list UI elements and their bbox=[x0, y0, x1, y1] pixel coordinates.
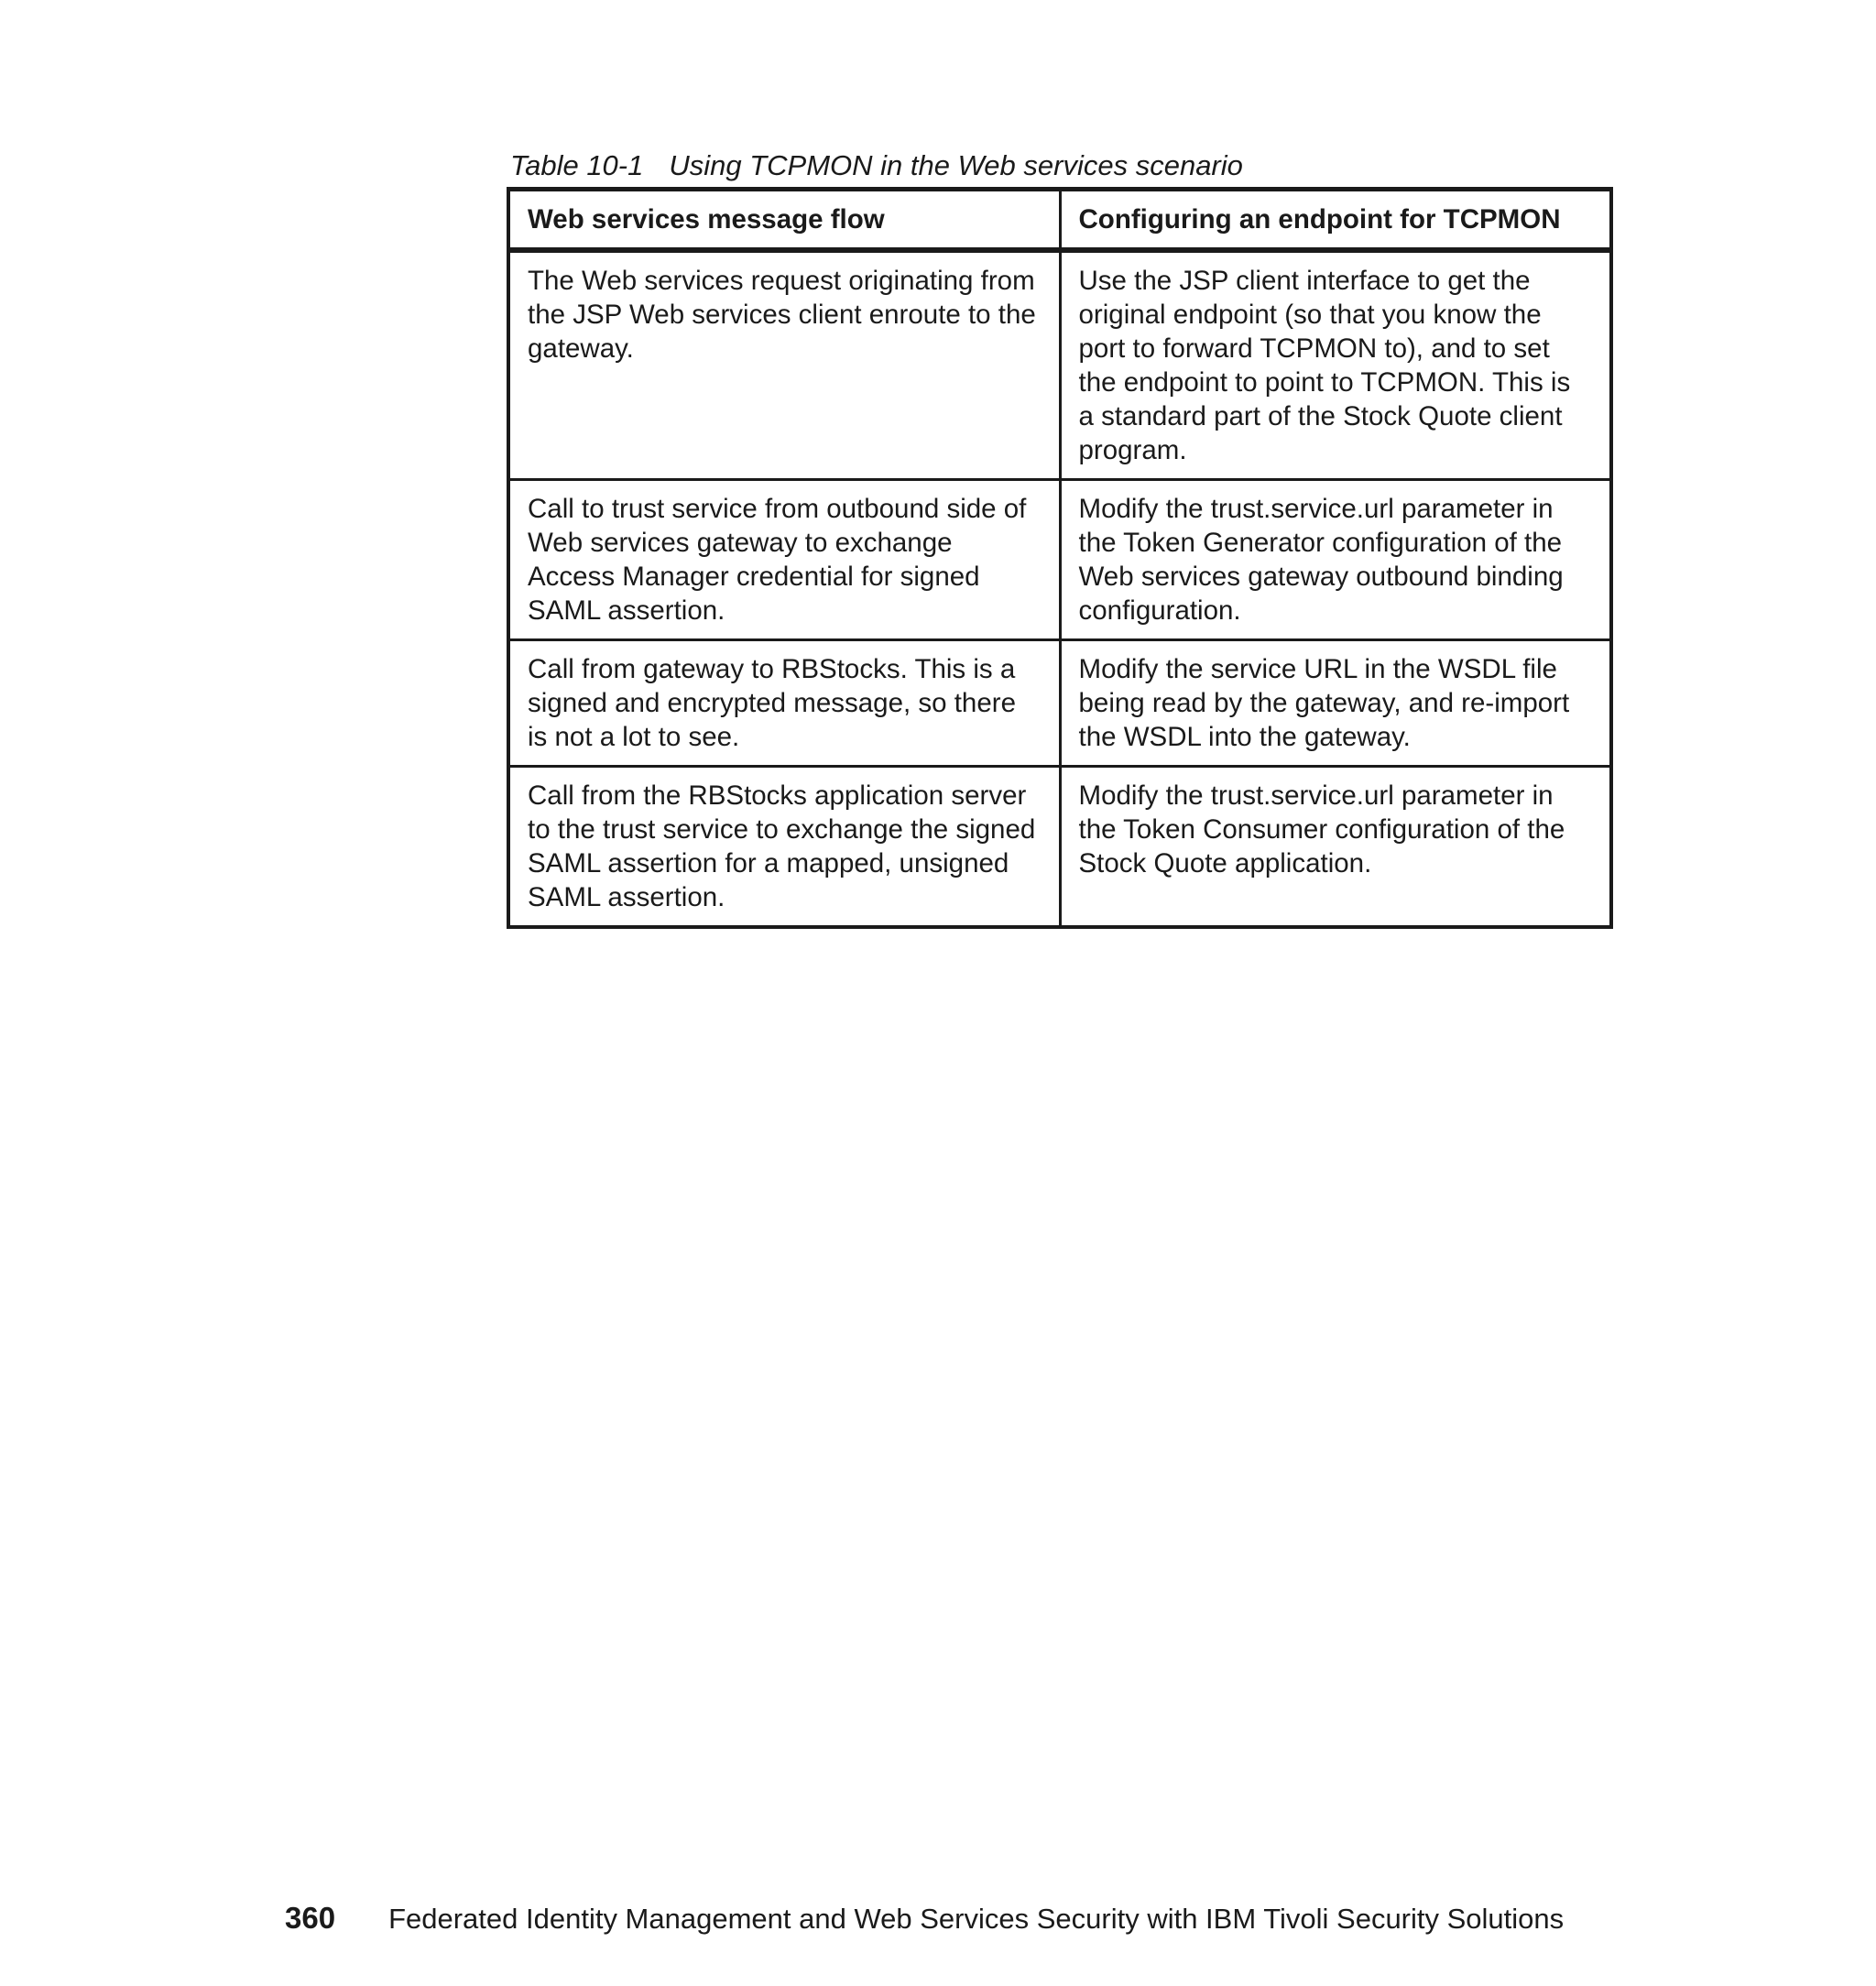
cell-line: the WSDL into the gateway. bbox=[1078, 722, 1411, 752]
table-row bbox=[508, 480, 1611, 640]
endpoint-config-cell bbox=[1060, 480, 1611, 640]
cell-line: Call from gateway to RBStocks. This is a bbox=[528, 654, 1016, 684]
cell-line: Web services gateway to exchange bbox=[528, 528, 953, 558]
cell-line: Call from the RBStocks application server bbox=[528, 780, 1027, 811]
table-caption-title: Using TCPMON in the Web services scenario bbox=[669, 149, 1243, 181]
cell-line: SAML assertion. bbox=[528, 595, 725, 626]
table-caption bbox=[510, 147, 1243, 184]
endpoint-config-cell bbox=[1060, 250, 1611, 480]
table-row bbox=[508, 250, 1611, 480]
cell-line: The Web services request originating from bbox=[528, 266, 1035, 296]
message-flow-cell bbox=[508, 480, 1060, 640]
cell-line: being read by the gateway, and re-import bbox=[1078, 688, 1570, 718]
cell-line: Stock Quote application. bbox=[1078, 848, 1372, 878]
table-header-row bbox=[508, 190, 1611, 251]
book-title: Federated Identity Management and Web Services Security with IBM Tivoli Security Solutions bbox=[388, 1903, 1565, 1935]
table-caption-number: Table 10-1 bbox=[510, 149, 644, 181]
cell-line: program. bbox=[1078, 435, 1187, 465]
cell-line: original endpoint (so that you know the bbox=[1078, 300, 1542, 330]
cell-line: Modify the trust.service.url parameter in bbox=[1078, 780, 1554, 811]
message-flow-cell bbox=[508, 767, 1060, 928]
cell-line: Modify the service URL in the WSDL file bbox=[1078, 654, 1557, 684]
cell-line: SAML assertion for a mapped, unsigned bbox=[528, 848, 1009, 878]
cell-line: port to forward TCPMON to), and to set bbox=[1078, 333, 1550, 364]
cell-line: the Token Generator configuration of the bbox=[1078, 528, 1563, 558]
cell-line: Web services gateway outbound binding bbox=[1078, 562, 1564, 592]
column-header-message-flow: Web services message flow bbox=[508, 190, 1060, 251]
tcpmon-table bbox=[507, 187, 1613, 929]
column-header-endpoint-config: Configuring an endpoint for TCPMON bbox=[1060, 190, 1611, 251]
table-body bbox=[508, 250, 1611, 927]
cell-line: the Token Consumer configuration of the bbox=[1078, 814, 1565, 845]
endpoint-config-cell bbox=[1060, 640, 1611, 767]
page-number: 360 bbox=[285, 1901, 336, 1935]
cell-line: Use the JSP client interface to get the bbox=[1078, 266, 1531, 296]
page-footer bbox=[285, 1900, 1564, 1937]
table-row bbox=[508, 640, 1611, 767]
cell-line: Call to trust service from outbound side of bbox=[528, 494, 1027, 524]
cell-line: is not a lot to see. bbox=[528, 722, 740, 752]
cell-line: gateway. bbox=[528, 333, 634, 364]
message-flow-cell bbox=[508, 250, 1060, 480]
cell-line: the JSP Web services client enroute to the bbox=[528, 300, 1036, 330]
cell-line: SAML assertion. bbox=[528, 882, 725, 912]
table-row bbox=[508, 767, 1611, 928]
cell-line: signed and encrypted message, so there bbox=[528, 688, 1016, 718]
cell-line: Modify the trust.service.url parameter in bbox=[1078, 494, 1554, 524]
message-flow-cell bbox=[508, 640, 1060, 767]
endpoint-config-cell bbox=[1060, 767, 1611, 928]
cell-line: to the trust service to exchange the signed bbox=[528, 814, 1036, 845]
cell-line: a standard part of the Stock Quote client bbox=[1078, 401, 1563, 431]
cell-line: configuration. bbox=[1078, 595, 1241, 626]
cell-line: the endpoint to point to TCPMON. This is bbox=[1078, 367, 1571, 398]
cell-line: Access Manager credential for signed bbox=[528, 562, 980, 592]
